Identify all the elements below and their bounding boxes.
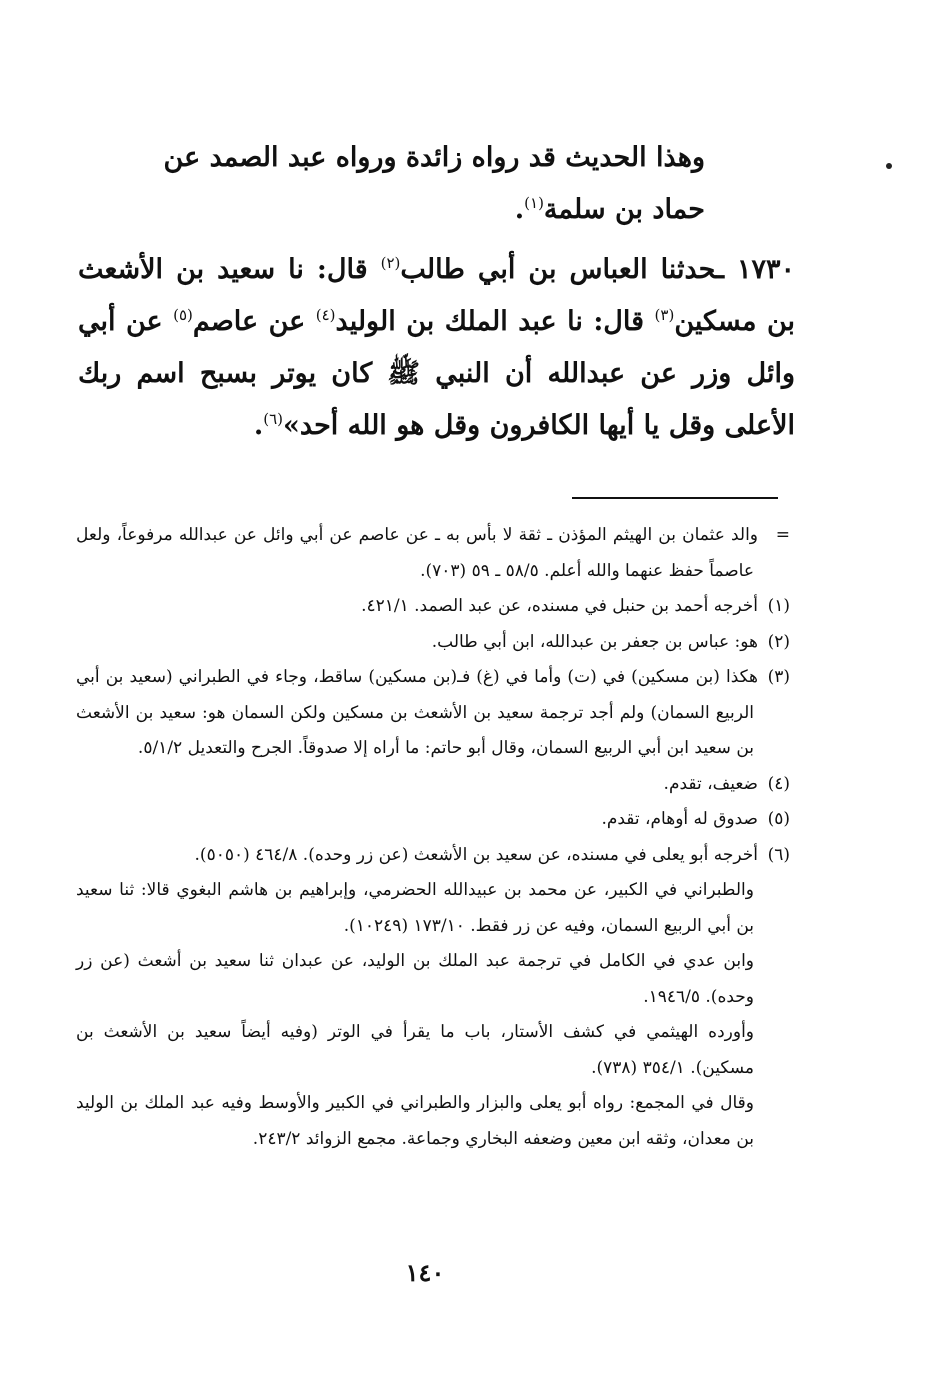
footnote-6: [76, 838, 790, 1158]
intro-line-1: وهذا الحديث قد رواه زائدة ورواه عبد الصمد عن: [163, 142, 705, 173]
footnote-3: (٣)هكذا (بن مسكين) في (ت) وأما في (غ) فـ(بن مسكين) ساقط، وجاء في الطبراني (سعيد بن أبي الربيع السمان) ولم أجد ترجمة سعيد بن الأشعث بن مسكين ولكن السمان هو: سعيد بن الأشعث بن سعيد ابن أبي الربيع السمان، وقال أبو حاتم: ما أراه إلا صدوقاً. الجرح والتعديل ٥/١/٢.: [76, 660, 790, 767]
footnote-6-part-a: أخرجه أبو يعلى في مسنده، عن سعيد بن الأشعث (عن زر وحده). ٤٦٤/٨ (٥٠٥٠).: [194, 844, 758, 865]
hadith-text-e: عن أبي وائل وزر عن عبدالله أن النبي ﷺ كان يوتر بسبح اسم ربك الأعلى وقل يا أيها الكافرون وقل هو الله أحد»: [78, 306, 795, 441]
paragraph-intro: وهذا الحديث قد رواه زائدة ورواه عبد الصمد عن حماد بن سلمة$^{(١)}$.: [163, 142, 705, 225]
footnote-ref-6: (٦): [263, 410, 284, 428]
footnote-1-number: (١): [767, 596, 790, 616]
footnote-6-part-b: والطبراني في الكبير، عن محمد بن عبيدالله الحضرمي، وإبراهيم بن هاشم البغوي قالا: ثنا سعيد بن أبي الربيع السمان، وفيه عن زر فقط. ١٧٣/١٠ (١٠٢٤٩).: [76, 880, 754, 936]
footnote-1: (١)أخرجه أحمد بن حنبل في مسنده، عن عبد الصمد. ٤٢١/١.: [76, 589, 790, 625]
hadith-number: ١٧٣٠ ـ: [716, 254, 796, 285]
footnotes: [76, 518, 790, 1157]
hadith-paragraph: ١٧٣٠ ـحدثنا العباس بن أبي طالب$^{(٢)}$ قال: نا سعيد بن الأشعث بن مسكين$^{(٣)}$ قال: نا عبد الملك بن الوليد$^{(٤)}$ عن عاصم$^{(٥)}$ عن أبي وائل وزر عن عبدالله أن النبي ﷺ كان يوتر بسبح اسم ربك الأعلى وقل يا أيها الكافرون وقل هو الله أحد»$^{(٦)}$.: [78, 254, 796, 441]
footnote-4-number: (٤): [767, 773, 790, 794]
footnote-4: (٤)ضعيف، تقدم.: [76, 767, 790, 803]
footnote-6-number: (٦): [767, 844, 790, 865]
hadith-text-d: عن عاصم: [192, 306, 316, 337]
footnote-6-part-c: وابن عدي في الكامل في ترجمة عبد الملك بن الوليد، عن عبدان ثنا سعيد بن أشعث (عن زر وحده). ١٩٤٦/٥.: [76, 951, 754, 1007]
footnote-separator: [572, 497, 778, 499]
footnote-5: (٥)صدوق له أوهام، تقدم.: [76, 802, 790, 838]
hadith-text-c: قال: نا عبد الملك بن الوليد: [335, 306, 655, 337]
footnote-ref-5: (٥): [173, 306, 193, 324]
continuation-mark: =: [775, 525, 790, 545]
footnote-2: (٢)هو: عباس بن جعفر بن عبدالله، ابن أبي طالب.: [76, 625, 790, 661]
footnote-ref-1: (١): [524, 194, 544, 212]
footnote-ref-3: (٣): [654, 306, 675, 324]
footnote-6-part-e: وقال في المجمع: رواه أبو يعلى والبزار والطبراني في الكبير والأوسط وفيه عبد الملك بن الوليد بن معدان، وثقه ابن معين وضعفه البخاري وجماعة. مجمع الزوائد ٢٤٣/٢.: [76, 1093, 754, 1149]
footnote-2-number: (٢): [767, 631, 790, 652]
footnote-5-number: (٥): [767, 809, 790, 829]
margin-dot: [886, 163, 892, 169]
hadith-text-a: حدثنا العباس بن أبي طالب: [400, 254, 717, 285]
footnote-ref-2: (٢): [380, 254, 401, 272]
footnote-ref-4: (٤): [315, 306, 336, 324]
hadith-text-b: قال: نا سعيد بن الأشعث بن مسكين: [78, 254, 796, 337]
footnote-3-number: (٣): [767, 667, 790, 687]
footnote-6-part-d: وأورده الهيثمي في كشف الأستار، باب ما يقرأ في الوتر (وفيه أيضاً سعيد بن الأشعث بن مسكين). ٣٥٤/١ (٧٣٨).: [76, 1022, 754, 1078]
footnote-continuation: =والد عثمان بن الهيثم المؤذن ـ ثقة لا بأس به ـ عن عاصم عن أبي وائل عن عبدالله مرفوعاً، ولعل عاصماً حفظ عنهما والله أعلم. ٥٨/٥ ـ ٥٩ (٧٠٣).: [76, 518, 790, 589]
page-number: ١٤٠: [405, 1258, 445, 1287]
main-text: [78, 132, 795, 452]
intro-line-2: حماد بن سلمة: [543, 194, 705, 225]
